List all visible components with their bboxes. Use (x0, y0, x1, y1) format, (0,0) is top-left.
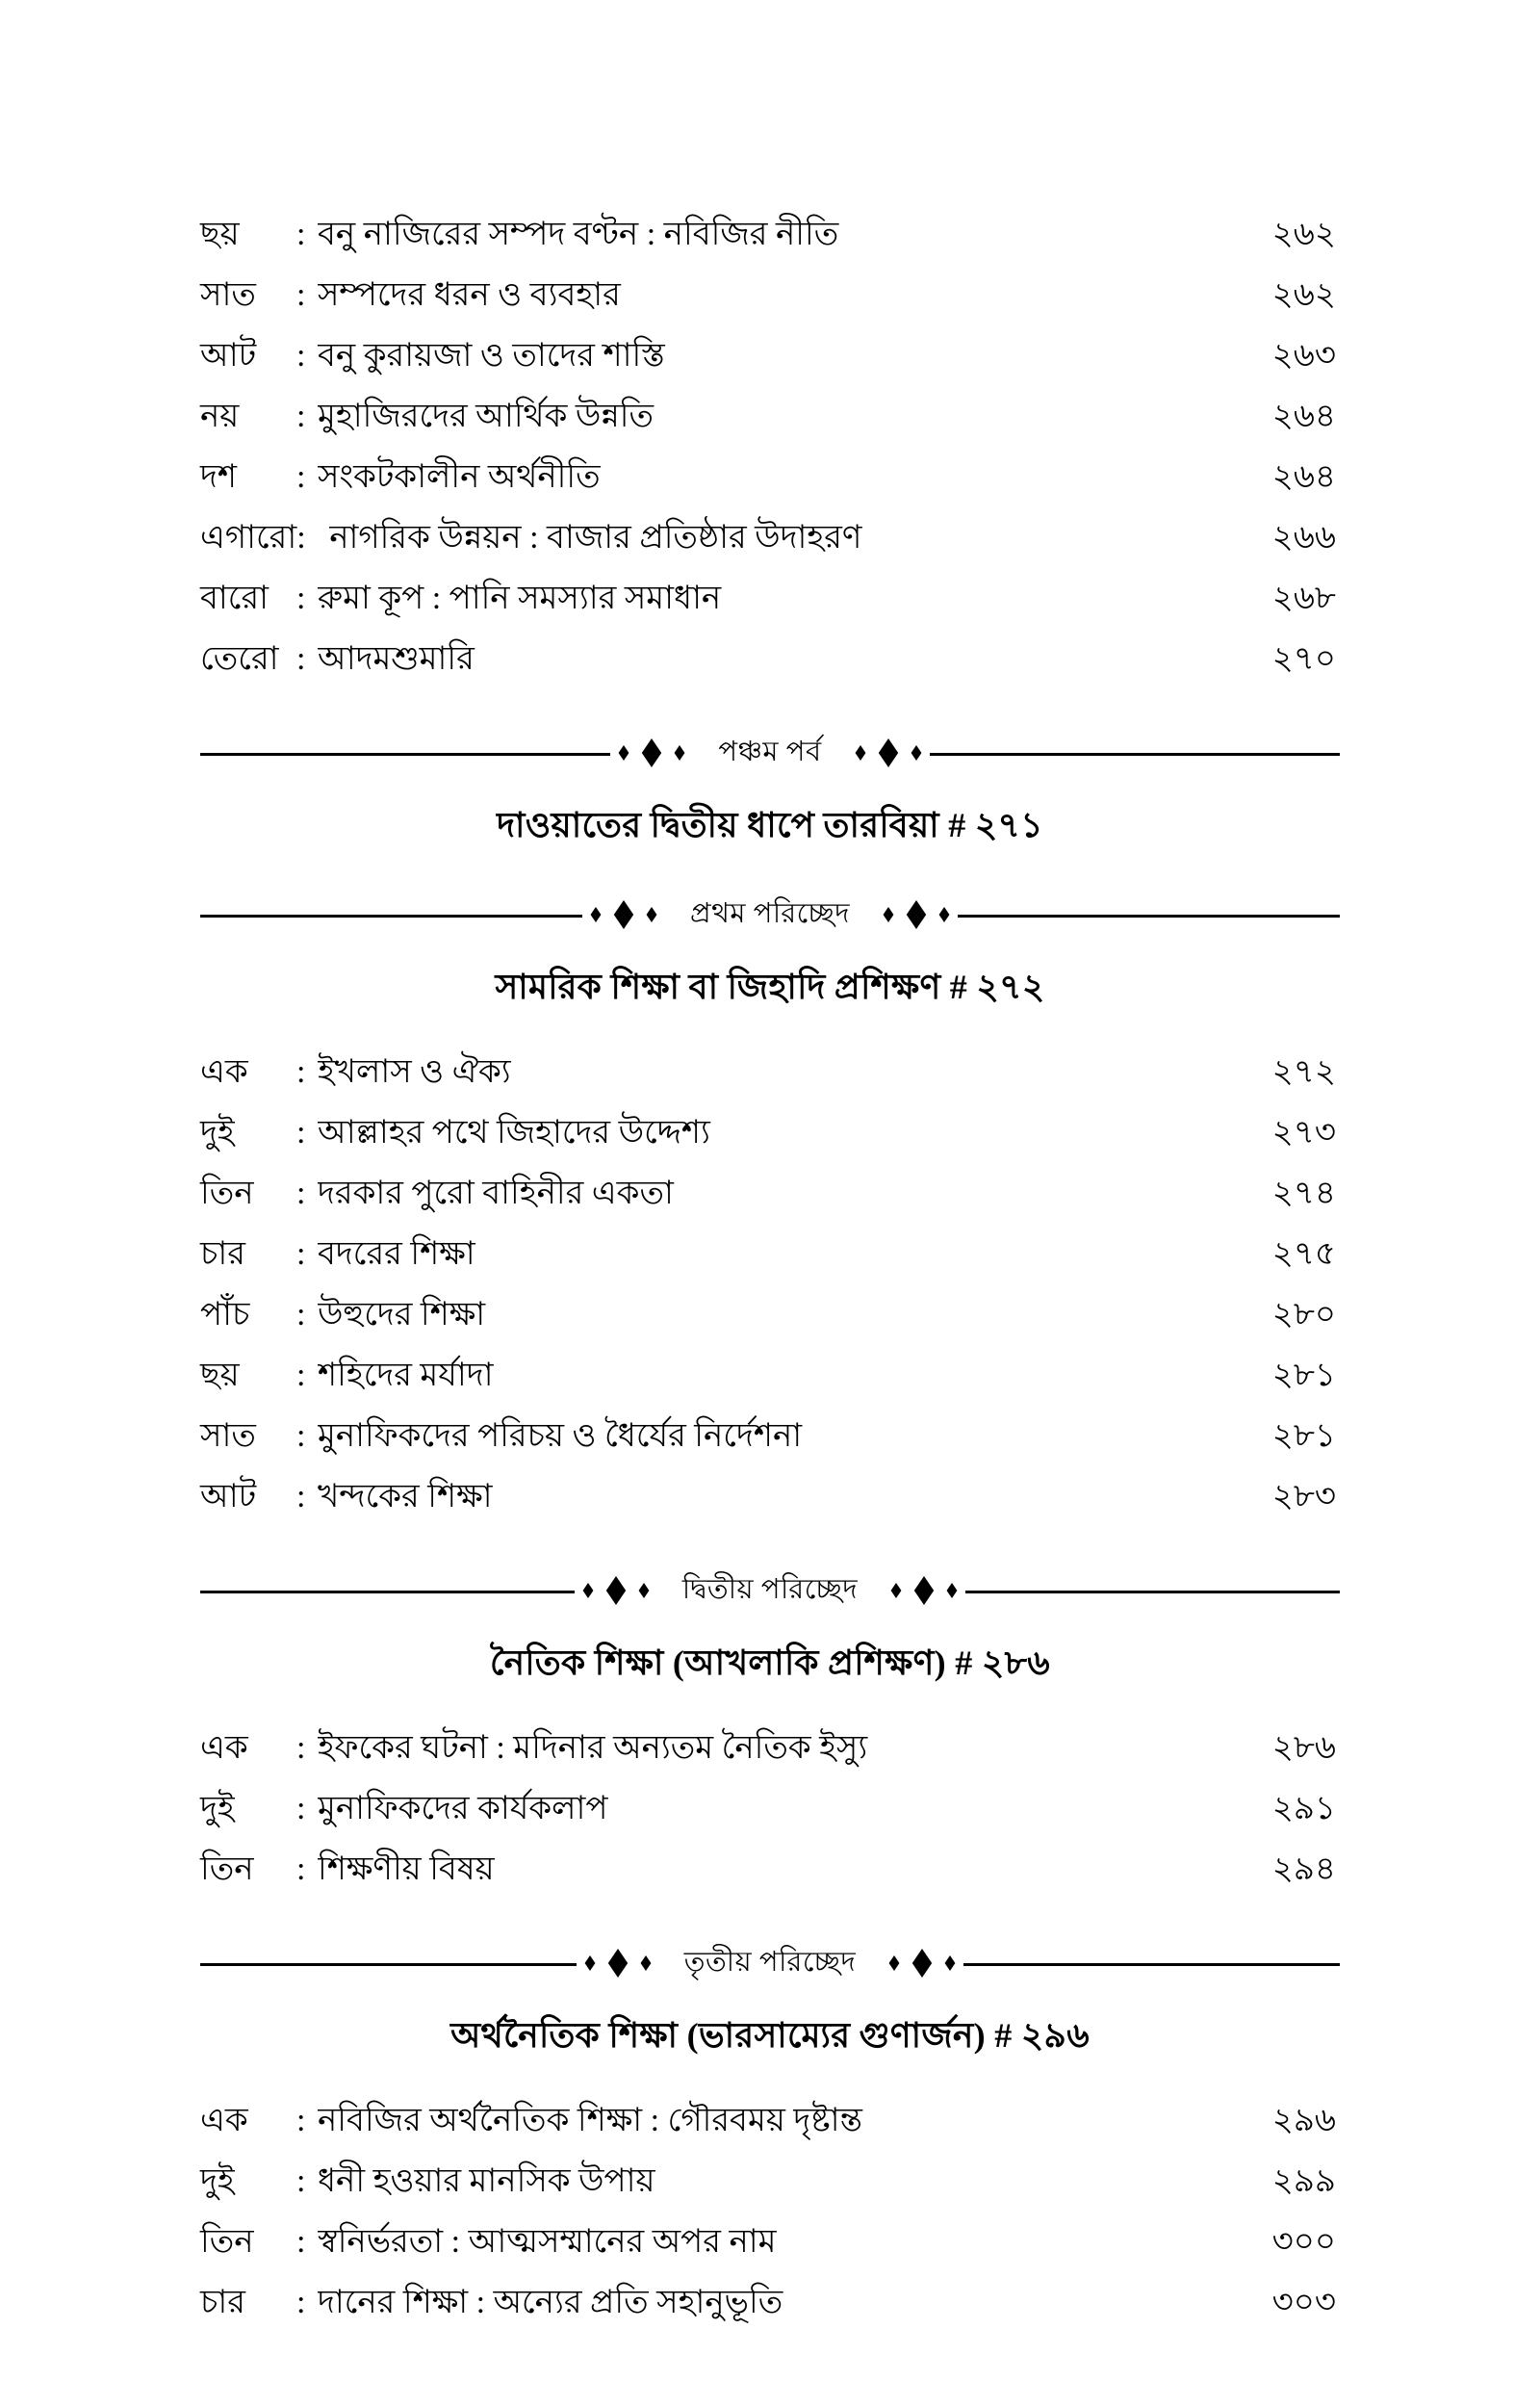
toc-entry-separator: : (296, 2224, 306, 2260)
toc-entry-row[interactable] (200, 1778, 1340, 1839)
small-diamond-icon (644, 907, 659, 922)
toc-entry-row[interactable] (200, 1839, 1340, 1900)
toc-entry-row[interactable] (200, 1102, 1340, 1163)
toc-entry-title: মুহাজিরদের আর্থিক উন্নতি (318, 399, 654, 434)
divider-label: পঞ্চম পর্ব (718, 736, 822, 767)
toc-entry-title: ধনী হওয়ার মানসিক উপায় (318, 2163, 655, 2199)
toc-entry-title: নাগরিক উন্নয়ন : বাজার প্রতিষ্ঠার উদাহরণ (329, 520, 862, 556)
toc-entry-title: খন্দকের শিক্ষা (318, 1479, 493, 1514)
section-divider (200, 880, 1340, 949)
toc-entry-number: এগারো (200, 520, 297, 556)
toc-entry-number: পাঁচ (200, 1297, 250, 1333)
toc-entry-row[interactable] (200, 1284, 1340, 1345)
toc-entry-number: আট (200, 338, 257, 374)
section-heading: সামরিক শিক্ষা বা জিহাদি প্রশিক্ষণ # ২৭২ (495, 968, 1045, 1006)
toc-entry-row[interactable] (200, 1718, 1340, 1778)
toc-entry-number: দুই (200, 1115, 235, 1151)
divider-ornament-left (577, 1949, 659, 1978)
spacer (200, 1900, 1340, 1928)
small-diamond-icon (853, 745, 868, 761)
toc-entry-row[interactable] (200, 1345, 1340, 1406)
toc-entry-row[interactable] (200, 2090, 1340, 2151)
divider-ornament-right (875, 900, 958, 929)
toc-entry-separator: : (296, 1479, 306, 1514)
spacer (200, 1024, 1340, 1042)
section-divider (200, 718, 1340, 788)
toc-entry-row[interactable] (200, 325, 1340, 386)
spacer (200, 2333, 1340, 2362)
toc-entry-title: মুনাফিকদের পরিচয় ও ধৈর্যের নির্দেশনা (318, 1418, 803, 1454)
divider-rule-right (963, 1963, 1340, 1966)
toc-entry-title: বনু নাজিরের সম্পদ বণ্টন : নবিজির নীতি (318, 217, 839, 252)
toc-entry-title: বদরের শিক্ষা (318, 1236, 475, 1272)
small-diamond-icon (616, 745, 631, 761)
toc-entry-separator: : (296, 1791, 306, 1826)
toc-entry-separator: : (296, 459, 306, 495)
toc-entry-number: দশ (200, 459, 237, 495)
divider-ornament-right (883, 1576, 965, 1605)
toc-entry-number: এক (200, 1054, 248, 1090)
toc-entry-title: মুনাফিকদের কার্যকলাপ (318, 1791, 608, 1826)
divider-rule-left (200, 753, 610, 756)
toc-entry-separator: : (296, 2163, 306, 2199)
toc-entry-separator: : (296, 1418, 306, 1454)
large-diamond-icon (637, 738, 666, 767)
toc-entry-list (200, 2090, 1340, 2333)
toc-entry-separator: : (296, 1176, 306, 1211)
toc-entry-page-number: ২৭৩ (1271, 1115, 1336, 1151)
divider-label: প্রথম পরিচ্ছেদ (689, 897, 851, 929)
toc-entry-row[interactable] (200, 2151, 1340, 2212)
toc-entry-separator: : (296, 1297, 306, 1333)
divider-label: দ্বিতীয় পরিচ্ছেদ (681, 1573, 859, 1605)
toc-entry-page-number: ২৬২ (1271, 217, 1336, 252)
toc-entry-page-number: ২৬৪ (1271, 459, 1336, 495)
toc-entry-number: চার (200, 1236, 245, 1272)
toc-entry-page-number: ৩০০ (1271, 2224, 1336, 2260)
toc-entry-separator: : (296, 581, 306, 616)
spacer (200, 1700, 1340, 1718)
toc-entry-number: এক (200, 2103, 248, 2138)
toc-entry-page-number: ২৯৯ (1271, 2163, 1336, 2199)
small-diamond-icon (582, 1955, 598, 1971)
toc-entry-page-number: ২৬৩ (1271, 338, 1336, 374)
toc-entry-title: বনু কুরায়জা ও তাদের শাস্তি (318, 338, 665, 374)
toc-entry-row[interactable] (200, 447, 1340, 507)
toc-entry-number: সাত (200, 277, 256, 313)
divider-ornament-right (881, 1949, 963, 1978)
toc-entry-row[interactable] (200, 2212, 1340, 2272)
toc-entry-title: আদমশুমারি (318, 641, 475, 677)
small-diamond-icon (638, 1955, 654, 1971)
section-divider (200, 1928, 1340, 1998)
large-diamond-icon (902, 900, 931, 929)
toc-entry-title: আল্লাহর পথে জিহাদের উদ্দেশ্য (318, 1115, 710, 1151)
toc-entry-separator: : (296, 2103, 306, 2138)
small-diamond-icon (888, 1583, 904, 1598)
section-heading: দাওয়াতের দ্বিতীয় ধাপে তারবিয়া # ২৭১ (497, 806, 1043, 844)
toc-entry-page-number: ২৭৪ (1271, 1176, 1336, 1211)
toc-entry-page-number: ২৭০ (1271, 641, 1336, 677)
divider-rule-right (930, 753, 1340, 756)
toc-entry-title: দরকার পুরো বাহিনীর একতা (318, 1176, 674, 1211)
divider-rule-right (958, 915, 1340, 918)
toc-entry-page-number: ২৬৬ (1271, 520, 1336, 556)
large-diamond-icon (602, 1576, 630, 1605)
toc-entry-list (200, 204, 1340, 689)
toc-entry-number: চার (200, 2285, 245, 2320)
toc-entry-separator: : (296, 1358, 306, 1393)
toc-entry-page-number: ২৯৬ (1271, 2103, 1336, 2138)
small-diamond-icon (942, 1955, 958, 1971)
large-diamond-icon (603, 1949, 632, 1978)
toc-entry-number: নয় (200, 399, 240, 434)
divider-ornament-left (582, 900, 665, 929)
toc-entry-row[interactable] (200, 568, 1340, 629)
large-diamond-icon (908, 1949, 937, 1978)
small-diamond-icon (636, 1583, 652, 1598)
toc-entry-page-number: ২৮১ (1271, 1358, 1336, 1393)
divider-rule-left (200, 1591, 575, 1593)
toc-entry-page-number: ২৯৪ (1271, 1851, 1336, 1887)
toc-entry-title: দানের শিক্ষা : অন্যের প্রতি সহানুভূতি (318, 2285, 783, 2320)
section-heading: নৈতিক শিক্ষা (আখলাকি প্রশিক্ষণ) # ২৮৬ (490, 1643, 1050, 1682)
toc-entry-page-number: ২৭৫ (1271, 1236, 1336, 1272)
toc-entry-row[interactable] (200, 1224, 1340, 1284)
toc-entry-row[interactable] (200, 507, 1340, 568)
spacer (200, 689, 1340, 718)
toc-entry-number: সাত (200, 1418, 256, 1454)
divider-ornament-left (575, 1576, 657, 1605)
toc-entry-separator: : (296, 277, 306, 313)
small-diamond-icon (580, 1583, 596, 1598)
toc-entry-page-number: ২৮০ (1271, 1297, 1336, 1333)
toc-entry-page-number: ২৬৮ (1271, 581, 1336, 616)
toc-entry-page-number: ২৬৪ (1271, 399, 1336, 434)
small-diamond-icon (588, 907, 603, 922)
toc-entry-separator: : (296, 1851, 306, 1887)
toc-entry-page-number: ৩০৩ (1271, 2285, 1336, 2320)
toc-entry-separator: : (296, 338, 306, 374)
toc-entry-page-number: ২৭২ (1271, 1054, 1336, 1090)
toc-entry-title: ইফকের ঘটনা : মদিনার অন্যতম নৈতিক ইস্যু (318, 1730, 868, 1766)
divider-ornament-right (847, 738, 930, 767)
toc-content-column (200, 204, 1340, 2362)
large-diamond-icon (874, 738, 903, 767)
small-diamond-icon (886, 1955, 902, 1971)
large-diamond-icon (910, 1576, 938, 1605)
toc-entry-separator: : (296, 1730, 306, 1766)
toc-entry-separator: : (296, 520, 306, 556)
toc-entry-separator: : (296, 1236, 306, 1272)
small-diamond-icon (672, 745, 687, 761)
toc-entry-separator: : (296, 641, 306, 677)
divider-rule-left (200, 1963, 577, 1966)
toc-entry-separator: : (296, 2285, 306, 2320)
toc-entry-title: ইখলাস ও ঐক্য (318, 1054, 511, 1090)
toc-entry-row[interactable] (200, 386, 1340, 447)
large-diamond-icon (609, 900, 638, 929)
toc-entry-title: নবিজির অর্থনৈতিক শিক্ষা : গৌরবময় দৃষ্টান্ত (318, 2103, 862, 2138)
toc-entry-row[interactable] (200, 204, 1340, 265)
spacer (200, 863, 1340, 880)
toc-entry-row[interactable] (200, 265, 1340, 325)
toc-entry-list (200, 1042, 1340, 1527)
toc-entry-number: তিন (200, 1851, 254, 1887)
toc-entry-row[interactable] (200, 1163, 1340, 1224)
toc-entry-number: এক (200, 1730, 248, 1766)
toc-entry-row[interactable] (200, 2272, 1340, 2333)
toc-entry-title: উহুদের শিক্ষা (318, 1297, 486, 1333)
toc-entry-title: সংকটকালীন অর্থনীতি (318, 459, 601, 495)
small-diamond-icon (881, 907, 896, 922)
divider-rule-right (965, 1591, 1340, 1593)
small-diamond-icon (937, 907, 952, 922)
toc-entry-row[interactable] (200, 1466, 1340, 1527)
toc-entry-page-number: ২৯১ (1271, 1791, 1336, 1826)
toc-entry-number: তিন (200, 2224, 254, 2260)
toc-entry-number: তেরো (200, 641, 279, 677)
toc-entry-list (200, 1718, 1340, 1900)
toc-entry-number: আট (200, 1479, 257, 1514)
spacer (200, 1527, 1340, 1556)
toc-entry-title: রুমা কূপ : পানি সমস্যার সমাধান (318, 581, 722, 616)
toc-entry-separator: : (296, 1054, 306, 1090)
toc-entry-separator: : (296, 399, 306, 434)
toc-entry-title: সম্পদের ধরন ও ব্যবহার (318, 277, 621, 313)
toc-entry-page-number: ২৬২ (1271, 277, 1336, 313)
toc-entry-number: ছয় (200, 217, 240, 252)
toc-entry-number: তিন (200, 1176, 254, 1211)
divider-ornament-left (610, 738, 693, 767)
toc-entry-row[interactable] (200, 1042, 1340, 1102)
section-heading: অর্থনৈতিক শিক্ষা (ভারসাম্যের গুণার্জন) # ২৯৬ (450, 2016, 1090, 2055)
section-divider (200, 1556, 1340, 1625)
toc-entry-separator: : (296, 1115, 306, 1151)
small-diamond-icon (909, 745, 924, 761)
toc-entry-page-number: ২৮৬ (1271, 1730, 1336, 1766)
small-diamond-icon (944, 1583, 960, 1598)
divider-rule-left (200, 915, 582, 918)
spacer (200, 2073, 1340, 2090)
toc-entry-title: স্বনির্ভরতা : আত্মসম্মানের অপর নাম (318, 2224, 777, 2260)
toc-entry-separator: : (296, 217, 306, 252)
toc-entry-row[interactable] (200, 629, 1340, 689)
divider-label: তৃতীয় পরিচ্ছেদ (683, 1946, 857, 1978)
toc-entry-number: দুই (200, 1791, 235, 1826)
toc-entry-page-number: ২৮৩ (1271, 1479, 1336, 1514)
toc-entry-number: ছয় (200, 1358, 240, 1393)
toc-entry-number: দুই (200, 2163, 235, 2199)
toc-entry-row[interactable] (200, 1406, 1340, 1466)
toc-entry-page-number: ২৮১ (1271, 1418, 1336, 1454)
toc-entry-title: শিক্ষণীয় বিষয় (318, 1851, 495, 1887)
toc-entry-title: শহিদের মর্যাদা (318, 1358, 494, 1393)
toc-entry-number: বারো (200, 581, 270, 616)
